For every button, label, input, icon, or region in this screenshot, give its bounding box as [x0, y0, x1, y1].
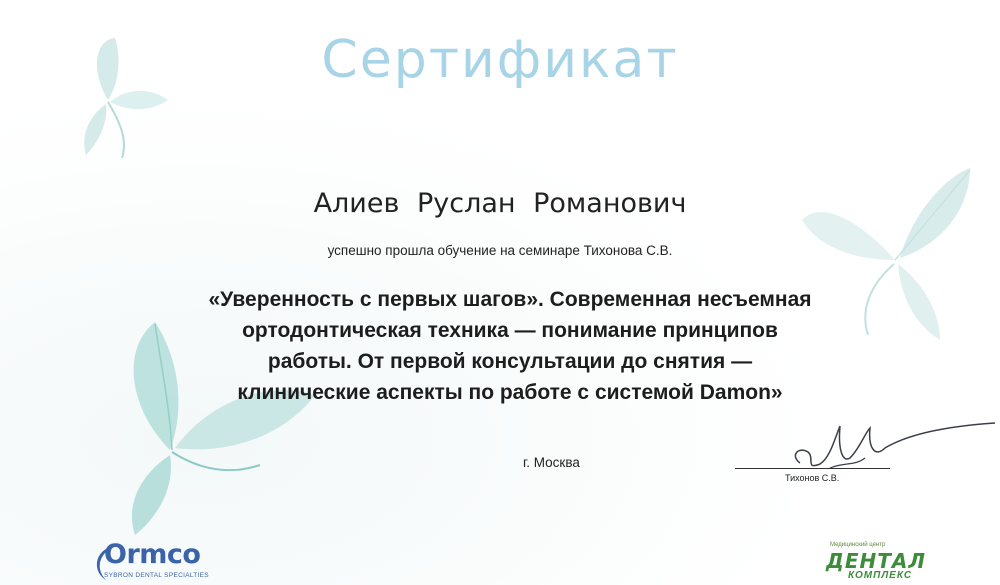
- signature-line: [735, 468, 890, 469]
- course-title: [150, 284, 870, 408]
- signer-name: Тихонов С.В.: [785, 473, 840, 483]
- course-title-line: клинические аспекты по работе с системой Damon»: [237, 381, 783, 404]
- dental-logo-text: ДЕНТАЛ: [826, 549, 926, 573]
- course-title-line: работы. От первой консультации до снятия —: [267, 350, 753, 373]
- certificate-title: Сертификат: [321, 30, 679, 90]
- dental-logo-top-text: Медицинский центр: [830, 542, 886, 548]
- ormco-logo-text: Ormco: [104, 539, 201, 570]
- ormco-logo-subtitle: SYBRON DENTAL SPECIALTIES: [104, 572, 209, 579]
- dental-logo-subtitle: КОМПЛЕКС: [848, 570, 913, 581]
- course-title-line: ортодонтическая техника — понимание принципов: [242, 319, 778, 342]
- completion-statement: успешно прошла обучение на семинаре Тихонова С.В.: [327, 243, 673, 258]
- signature-icon: [760, 418, 1000, 478]
- recipient-name: Алиев Руслан Романович: [313, 188, 687, 219]
- city-label: г. Москва: [523, 455, 580, 470]
- course-title-line: «Уверенность с первых шагов». Современная несъемная: [208, 288, 812, 311]
